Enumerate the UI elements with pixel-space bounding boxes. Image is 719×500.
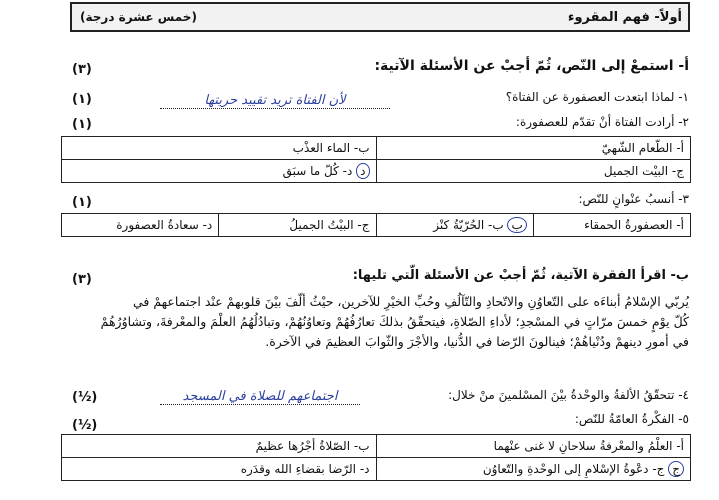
q5-option-d[interactable]: د- الرّضا بقضاءِ الله وقدَره (62, 458, 377, 481)
paragraph-line: كُلّ يوْمٍ خمسَ مرّاتٍ في المسْجدِ؛ لأداءِ الصّلاةِ، فيتحقّقُ بذلكَ تعارُفُهُمْ وتعاوُنُهُمْ، وتبادُلُهُمُ العلْمَ والمعْرفةَ، وتشاوُرُهُمْ (100, 314, 689, 329)
reading-paragraph (19, 292, 689, 352)
q3-marks: (١) (72, 195, 92, 210)
part-a-marks: (٣) (72, 62, 92, 77)
q4-answer-line[interactable] (160, 385, 360, 405)
section-marks: (خمس عشرة درجة) (80, 10, 197, 24)
q1-answer-line[interactable] (160, 89, 390, 109)
section-header (70, 2, 690, 32)
q3-option-c[interactable]: ج- البيْتُ الجميلُ (219, 214, 376, 237)
q2-option-c[interactable]: ج- البيْت الجميل (376, 160, 691, 183)
q1-text: ١- لماذا ابتعدت العصفورة عن الفتاة؟ (505, 90, 689, 104)
paragraph-line: يُربّي الإسْلامُ أبناءَه على التّعاوُنِ والاتّحادِ والتّآلُفِ وحُبِّ الخيْرِ للآخرين، حيْثُ ألّفَ بيْنَ قلوبهمْ عنْد اجتماعهمْ في (132, 294, 689, 309)
q4-text: ٤- تتحقّقُ الألفةُ والوحْدةُ بيْنَ المسْلمينَ منْ خلال: (448, 388, 689, 402)
q2-text: ٢- أرادت الفتاة أنْ تقدّم للعصفورة: (515, 115, 689, 129)
q5-option-c-label: ج- دعْوةُ الإسْلامِ إلى الوحْدةِ والتّعاوُن (482, 462, 665, 476)
paragraph-line: في أمورِ دينهمْ ودُنْياهُمْ؛ فينالونَ الرّضا في الدُّنيا، والأجْرَ والثّوابَ العظيمَ في الآخرة. (265, 334, 689, 349)
q2-selected-mark: د (356, 163, 369, 179)
q3-options-table (61, 213, 691, 237)
part-a-title: أ- استمعْ إلى النّص، ثُمّ أجبْ عن الأسئلة الآتية: (374, 58, 689, 74)
part-b-title: ب- اقرأ الفقرة الآتية، ثُمّ أجبْ عن الأسئلة الّتي تليها: (352, 268, 689, 283)
q4-answer: اجتماعهم للصلاة في المسجد (160, 389, 360, 405)
q1-marks: (١) (72, 92, 92, 107)
q1-answer: لأن الفتاة تريد تقييد حريتها (160, 93, 390, 109)
q5-text: ٥- الفكْرةُ العامّةُ للنّص: (574, 412, 689, 426)
q2-options-table (61, 136, 691, 183)
q2-option-b[interactable]: ب- الماء العذْب (62, 137, 377, 160)
q3-option-b-label: ب- الحُرّيّةُ كنْز (433, 218, 504, 232)
q5-selected-mark: ج (668, 461, 684, 477)
q4-marks: (½) (72, 390, 98, 405)
part-b-marks: (٣) (72, 272, 92, 287)
q3-option-b[interactable] (376, 214, 533, 237)
q2-option-d-label: د- كُلّ ما سبَق (282, 164, 353, 178)
q2-marks: (١) (72, 117, 92, 132)
q2-option-a[interactable]: أ- الطّعام الشّهيّ (376, 137, 691, 160)
section-title: أولاً- فهم المقروء (567, 10, 682, 25)
q5-option-c[interactable] (376, 458, 691, 481)
q2-option-d[interactable] (62, 160, 377, 183)
q5-option-b[interactable]: ب- الصّلاةُ أجْرُها عظيمٌ (62, 435, 377, 458)
q5-options-table (61, 434, 691, 481)
q5-option-a[interactable]: أ- العلْمُ والمعْرفةُ سلاحانِ لا غنى عنْهما (376, 435, 691, 458)
q3-selected-mark: ب (507, 217, 526, 233)
q3-text: ٣- أنسبُ عنْوانٍ للنّص: (578, 192, 689, 206)
q3-option-a[interactable]: أ- العصفورةُ الحمقاء (533, 214, 690, 237)
q3-option-d[interactable]: د- سعادةُ العصفورة (62, 214, 219, 237)
q5-marks: (½) (72, 418, 98, 433)
